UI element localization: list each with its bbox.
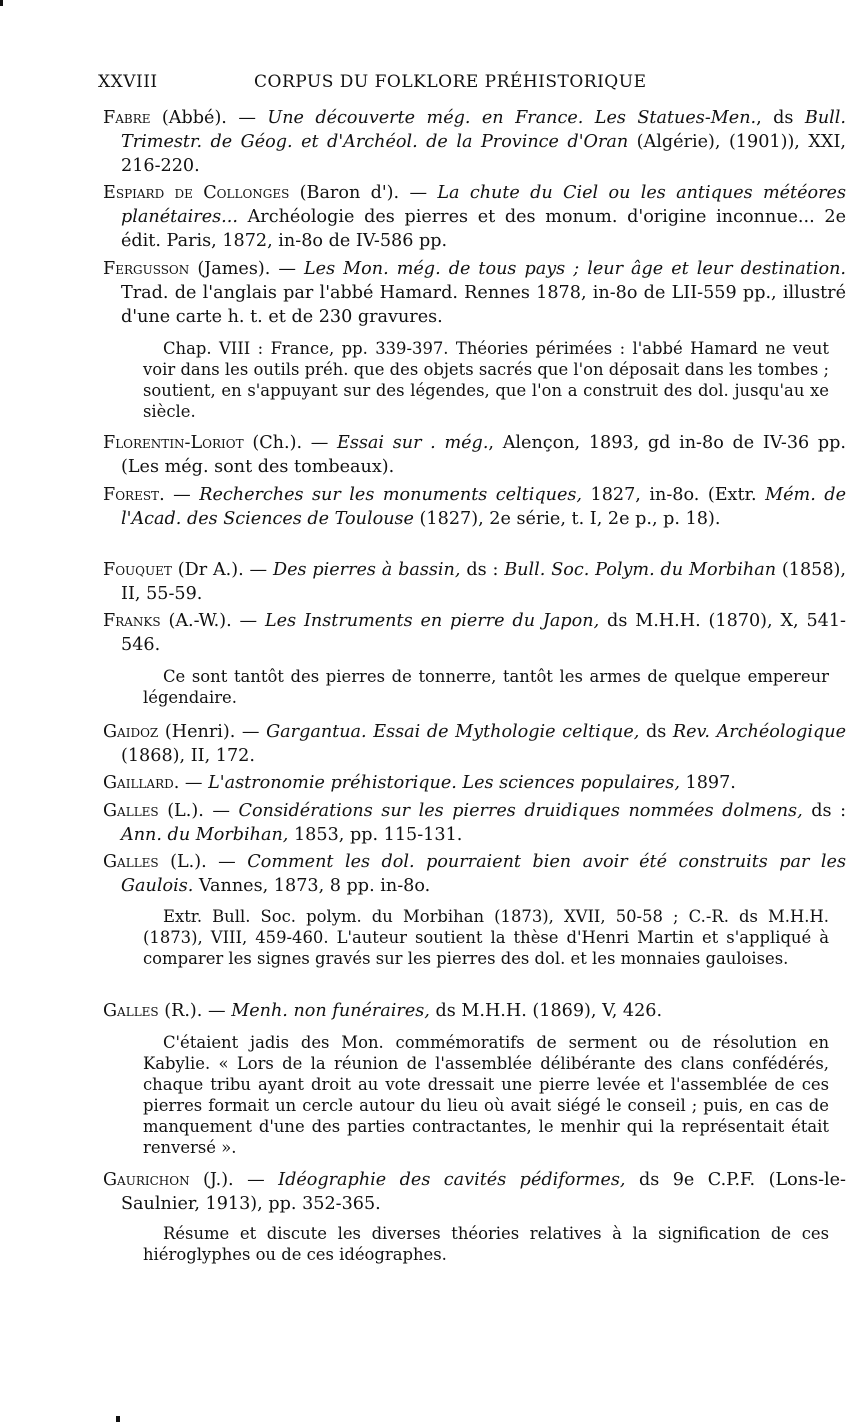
bibliography-entry xyxy=(103,999,846,1023)
entry-text: (1868), II, 172. xyxy=(121,746,255,766)
entry-title: Considérations sur les pierres druidiques nommées dolmens, xyxy=(238,801,803,821)
entry-text: (Baron d'). — xyxy=(289,183,438,203)
entry-text: Archéologie des pierres et des monum. d'origine inconnue... 2e édit. Paris, 1872, in-8o de IV-586 pp. xyxy=(121,207,846,251)
entry-author: Fabre xyxy=(103,108,151,128)
entry-text: ds : xyxy=(802,801,846,821)
entry-text: (L.). — xyxy=(158,852,248,872)
entry-title: Recherches sur les monuments celtiques, xyxy=(199,485,583,505)
entry-author: Franks xyxy=(103,611,161,631)
entry-text: (J.). — xyxy=(189,1170,279,1190)
entry-text: 1897. xyxy=(679,773,736,793)
entry-author: Galles xyxy=(103,1001,159,1021)
bibliography-entry xyxy=(103,1168,846,1216)
page-header xyxy=(98,72,668,96)
page-number: XXVIII xyxy=(98,72,158,92)
entry-note: Résume et discute les diverses théories relatives à la signification de ces hiéroglyphes ou de ces idéographes. xyxy=(143,1224,829,1264)
entry-author: Galles xyxy=(103,801,159,821)
entry-author: Fergusson xyxy=(103,259,190,279)
entry-title: Une découverte még. en France. Les Statues-Men. xyxy=(267,108,757,128)
entry-note: C'étaient jadis des Mon. commémoratifs de serment ou de résolution en Kabylie. « Lors de la réunion de l'assemblée délibérante des clans confédérés, chaque tribu ayant droit au vote dressait une pierre levée et l'assemblée de ces pierres formait un cercle autour du lieu où avait siégé le conseil ; puis, en cas de manquement d'une des parties contractantes, le menhir qui la représentait était renversé ». xyxy=(143,1033,829,1157)
bibliography-entry xyxy=(103,771,846,795)
entry-text: ds 9e C.P.F. (Lons-le-Saulnier, 1913), pp. 352-365. xyxy=(121,1170,846,1214)
entry-author: Gaillard. xyxy=(103,773,180,793)
bibliography-entry xyxy=(103,558,846,606)
entry-author: Gaidoz xyxy=(103,722,159,742)
entry-author: Gaurichon xyxy=(103,1170,190,1190)
entry-text: 1827, in-8o. (Extr. xyxy=(582,485,766,505)
entry-text: — xyxy=(164,485,200,505)
entry-source: Rev. Archéologique xyxy=(672,722,846,742)
entry-title: Menh. non funéraires, xyxy=(231,1001,430,1021)
entry-source: Bull. Trimestr. de Géog. et d'Archéol. de la Province d'Oran xyxy=(121,108,846,152)
entry-text: ds xyxy=(639,722,673,742)
entry-text: (L.). — xyxy=(158,801,239,821)
entry-text: 1853, pp. 115-131. xyxy=(288,825,463,845)
bibliography-entry xyxy=(103,431,846,479)
entry-source: Ann. du Morbihan, xyxy=(121,825,289,845)
bibliography-entry xyxy=(103,609,846,657)
entry-text: Trad. de l'anglais par l'abbé Hamard. Rennes 1878, in-8o de LII-559 pp., illustré d'une carte h. t. et de 230 gravures. xyxy=(121,283,846,327)
entry-title: Idéographie des cavités pédiformes, xyxy=(278,1170,626,1190)
entry-text: (R.). — xyxy=(158,1001,232,1021)
entry-text: (Ch.). — xyxy=(243,433,338,453)
bibliography-entry xyxy=(103,181,846,253)
bibliography-entry xyxy=(103,799,846,847)
entry-note: Ce sont tantôt des pierres de tonnerre, tantôt les armes de quelque empereur légendaire. xyxy=(143,667,829,707)
entry-text: (Henri). — xyxy=(158,722,267,742)
entry-note: Chap. VIII : France, pp. 339-397. Théories périmées : l'abbé Hamard ne veut voir dans les outils préh. que des objets sacrés que l'on déposait dans les tombes ; soutient, en s'appuyant sur des légendes, que l'on a construit des dol. jusqu'au xe siècle. xyxy=(143,339,829,421)
entry-title: Des pierres à bassin, xyxy=(272,560,461,580)
entry-author: Espiard de Collonges xyxy=(103,183,290,203)
entry-title: Gargantua. Essai de Mythologie celtique, xyxy=(266,722,640,742)
entry-author: Forest. xyxy=(103,485,165,505)
entry-title: Les Instruments en pierre du Japon, xyxy=(264,611,600,631)
corner-mark xyxy=(0,0,3,6)
bibliography-entry xyxy=(103,720,846,768)
entry-text: , ds xyxy=(756,108,805,128)
entry-title: Essai sur . még. xyxy=(337,433,489,453)
entry-note: Extr. Bull. Soc. polym. du Morbihan (1873), XVII, 50-58 ; C.-R. ds M.H.H. (1873), VIII, 459-460. L'auteur soutient la thèse d'Henri Martin et s'appliqué à comparer les signes gravés sur les pierres des dol. et les monnaies gauloises. xyxy=(143,907,829,968)
entry-text: , Alençon, 1893, gd in-8o de IV-36 pp. (Les még. sont des tombeaux). xyxy=(121,433,846,477)
entry-title: Comment les dol. pourraient bien avoir été construits par les Gaulois. xyxy=(121,852,846,896)
running-title: CORPUS DU FOLKLORE PRÉHISTORIQUE xyxy=(254,72,647,92)
entry-author: Fouquet xyxy=(103,560,172,580)
entry-title: La chute du Ciel ou les antiques météores planétaires... xyxy=(121,183,846,227)
entry-text: (Abbé). — xyxy=(150,108,268,128)
entry-text: (Dr A.). — xyxy=(171,560,273,580)
bibliography-entry xyxy=(103,106,846,178)
entry-source: Mém. de l'Acad. des Sciences de Toulouse xyxy=(121,485,846,529)
bibliography-entry xyxy=(103,257,846,329)
entry-text: ds M.H.H. (1870), X, 541-546. xyxy=(121,611,846,655)
entry-source: Bull. Soc. Polym. du Morbihan xyxy=(504,560,777,580)
bibliography-entry xyxy=(103,483,846,531)
entry-author: Galles xyxy=(103,852,159,872)
bottom-mark xyxy=(116,1416,120,1422)
entry-text: (A.-W.). — xyxy=(160,611,265,631)
entry-title: Les Mon. még. de tous pays ; leur âge et leur destination. xyxy=(303,259,846,279)
entry-text: (James). — xyxy=(189,259,304,279)
entry-text: Vannes, 1873, 8 pp. in-8o. xyxy=(193,876,431,896)
entry-author: Florentin-Loriot xyxy=(103,433,244,453)
entry-text: ds M.H.H. (1869), V, 426. xyxy=(429,1001,663,1021)
entry-title: L'astronomie préhistorique. Les sciences populaires, xyxy=(208,773,680,793)
entry-text: — xyxy=(179,773,209,793)
entry-text: (1858), II, 55-59. xyxy=(121,560,846,604)
entry-text: (Algérie), (1901)), XXI, 216-220. xyxy=(121,132,846,176)
entry-text: ds : xyxy=(460,560,505,580)
entry-text: (1827), 2e série, t. I, 2e p., p. 18). xyxy=(413,509,721,529)
bibliography-entry xyxy=(103,850,846,898)
